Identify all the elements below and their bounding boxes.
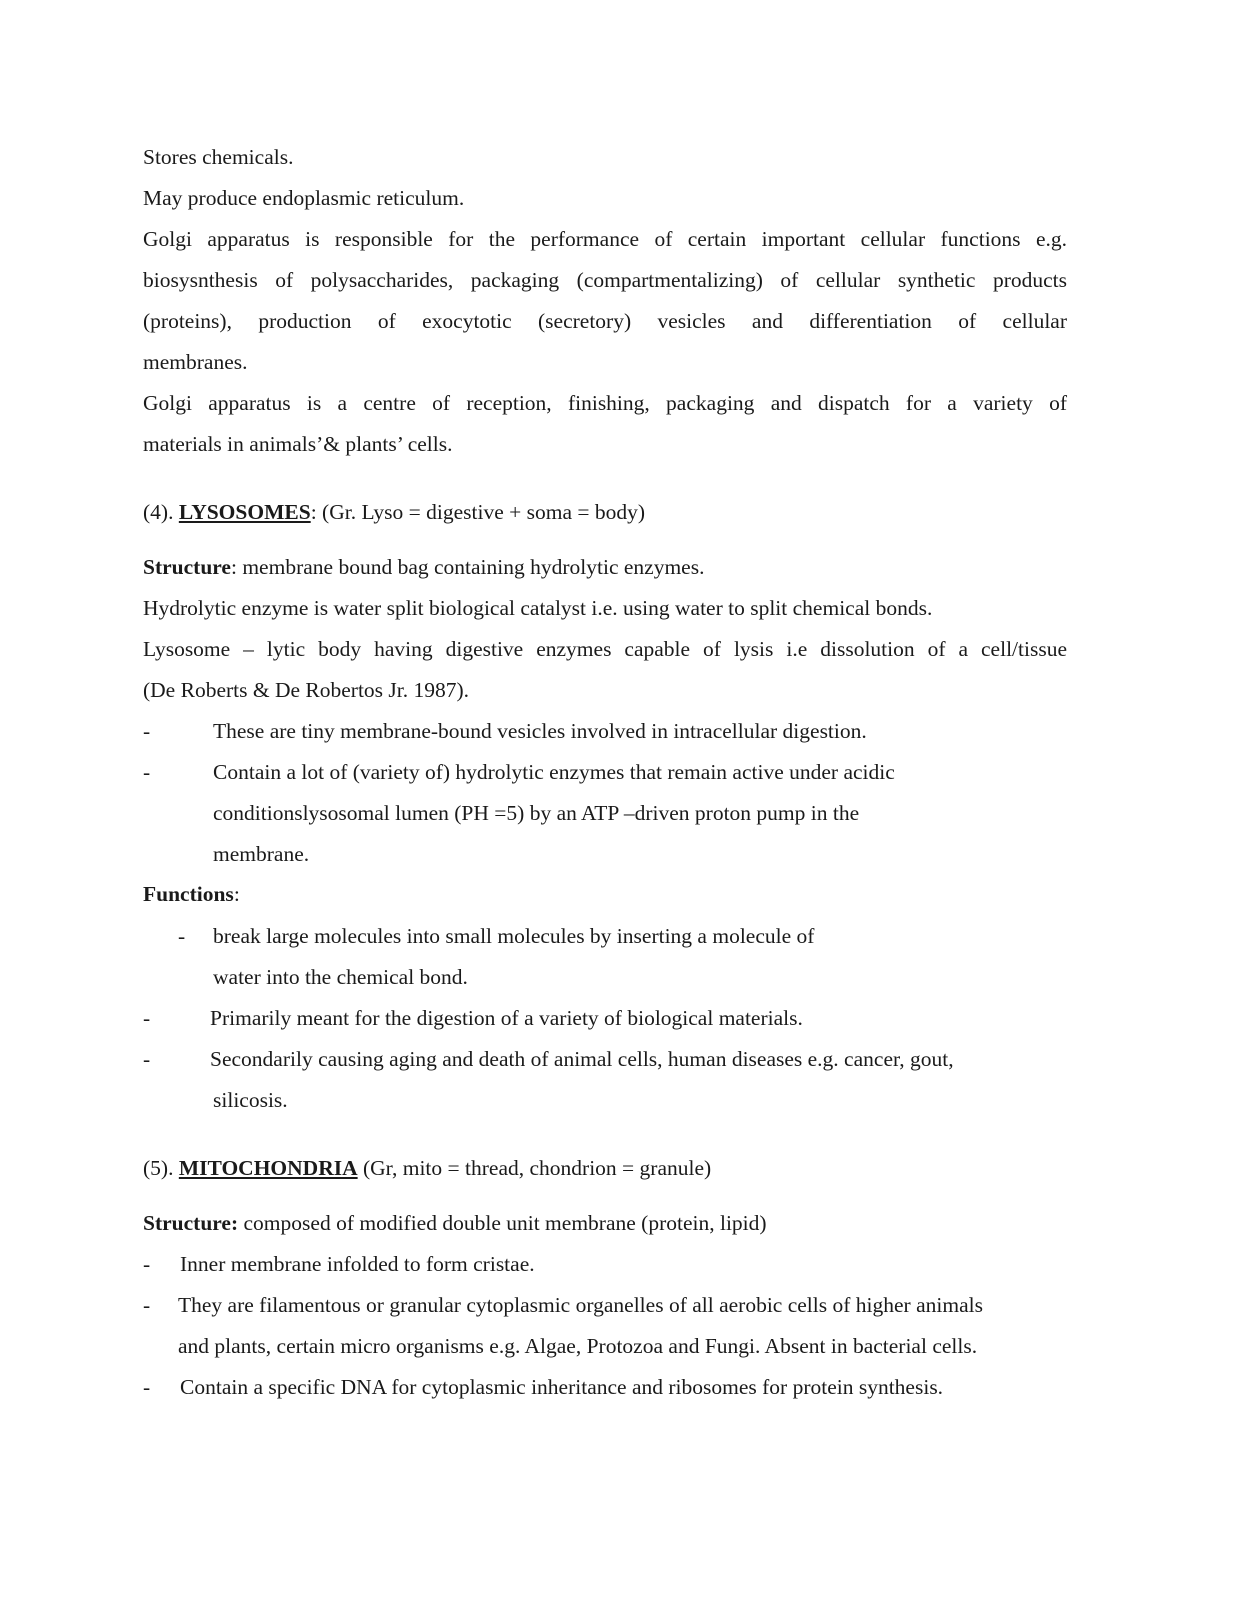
bullet-dash: - [143, 1047, 151, 1071]
lysosomes-number: (4). [143, 500, 174, 524]
lysosomes-structure-label: Structure [143, 555, 231, 579]
golgi-line-stores: Stores chemicals. [143, 145, 294, 169]
lysosomes-hydrolytic: Hydrolytic enzyme is water split biological catalyst i.e. using water to split chemical bonds. [143, 596, 933, 620]
bullet-dash: - [143, 1006, 151, 1030]
golgi-para2-line2: materials in animals’& plants’ cells. [143, 432, 453, 456]
bullet-dash: - [143, 1252, 151, 1276]
golgi-para1-line2: biosysnthesis of polysaccharides, packaging (compartmentalizing) of cellular synthetic products [143, 268, 1067, 292]
lysosomes-bullet-2-line1: Contain a lot of (variety of) hydrolytic enzymes that remain active under acidic [213, 760, 895, 784]
functions-heading [143, 880, 240, 908]
lysosomes-title: LYSOSOMES [178, 500, 311, 524]
mitochondria-structure [143, 1209, 767, 1237]
lysosomes-etymology: : (Gr. Lyso = digestive + soma = body) [310, 500, 646, 524]
lysosomes-bullet-2-line2: conditionslysosomal lumen (PH =5) by an ATP –driven proton pump in the [213, 801, 860, 825]
bullet-dash: - [143, 760, 151, 784]
functions-label: Functions [143, 882, 234, 906]
mitochondria-structure-label: Structure: [143, 1211, 239, 1235]
bullet-dash: - [143, 1293, 151, 1317]
function-1-line2: water into the chemical bond. [213, 965, 468, 989]
bullet-dash: - [178, 924, 186, 948]
golgi-para1-line4: membranes. [143, 350, 248, 374]
lysosomes-structure-text: : membrane bound bag containing hydrolytic enzymes. [230, 555, 705, 579]
mito-bullet-2-line2: and plants, certain micro organisms e.g. Algae, Protozoa and Fungi. Absent in bacterial cells. [178, 1334, 978, 1358]
lysosomes-structure [143, 553, 704, 581]
golgi-para1-line3: (proteins), production of exocytotic (secretory) vesicles and differentiation of cellular [143, 309, 1067, 333]
function-3-line1: Secondarily causing aging and death of animal cells, human diseases e.g. cancer, gout, [210, 1047, 954, 1071]
golgi-para1-line1: Golgi apparatus is responsible for the performance of certain important cellular functions e.g. [143, 227, 1067, 251]
function-2: Primarily meant for the digestion of a variety of biological materials. [210, 1006, 803, 1030]
lysosomes-bullet-1: These are tiny membrane-bound vesicles involved in intracellular digestion. [213, 719, 867, 743]
bullet-dash: - [143, 1375, 151, 1399]
lysosomes-bullet-2-line3: membrane. [213, 842, 310, 866]
golgi-line-er: May produce endoplasmic reticulum. [143, 186, 465, 210]
mitochondria-structure-text: composed of modified double unit membrane (protein, lipid) [238, 1211, 767, 1235]
lysosomes-definition-line1: Lysosome – lytic body having digestive enzymes capable of lysis i.e dissolution of a cell/tissue [143, 637, 1067, 661]
mitochondria-title: MITOCHONDRIA [178, 1156, 358, 1180]
mitochondria-heading [143, 1154, 711, 1182]
lysosomes-heading [143, 498, 645, 526]
mitochondria-number: (5). [143, 1156, 174, 1180]
function-1-line1: break large molecules into small molecules by inserting a molecule of [213, 924, 815, 948]
lysosomes-definition-line2: (De Roberts & De Robertos Jr. 1987). [143, 678, 470, 702]
mitochondria-etymology: (Gr, mito = thread, chondrion = granule) [357, 1156, 712, 1180]
mito-bullet-2-line1: They are filamentous or granular cytoplasmic organelles of all aerobic cells of higher animals [178, 1293, 983, 1317]
mito-bullet-1: Inner membrane infolded to form cristae. [180, 1252, 535, 1276]
bullet-dash: - [143, 719, 151, 743]
functions-colon: : [233, 882, 240, 906]
golgi-para2-line1: Golgi apparatus is a centre of reception, finishing, packaging and dispatch for a variety of [143, 391, 1067, 415]
mito-bullet-3: Contain a specific DNA for cytoplasmic inheritance and ribosomes for protein synthesis. [180, 1375, 944, 1399]
function-3-line2: silicosis. [213, 1088, 288, 1112]
